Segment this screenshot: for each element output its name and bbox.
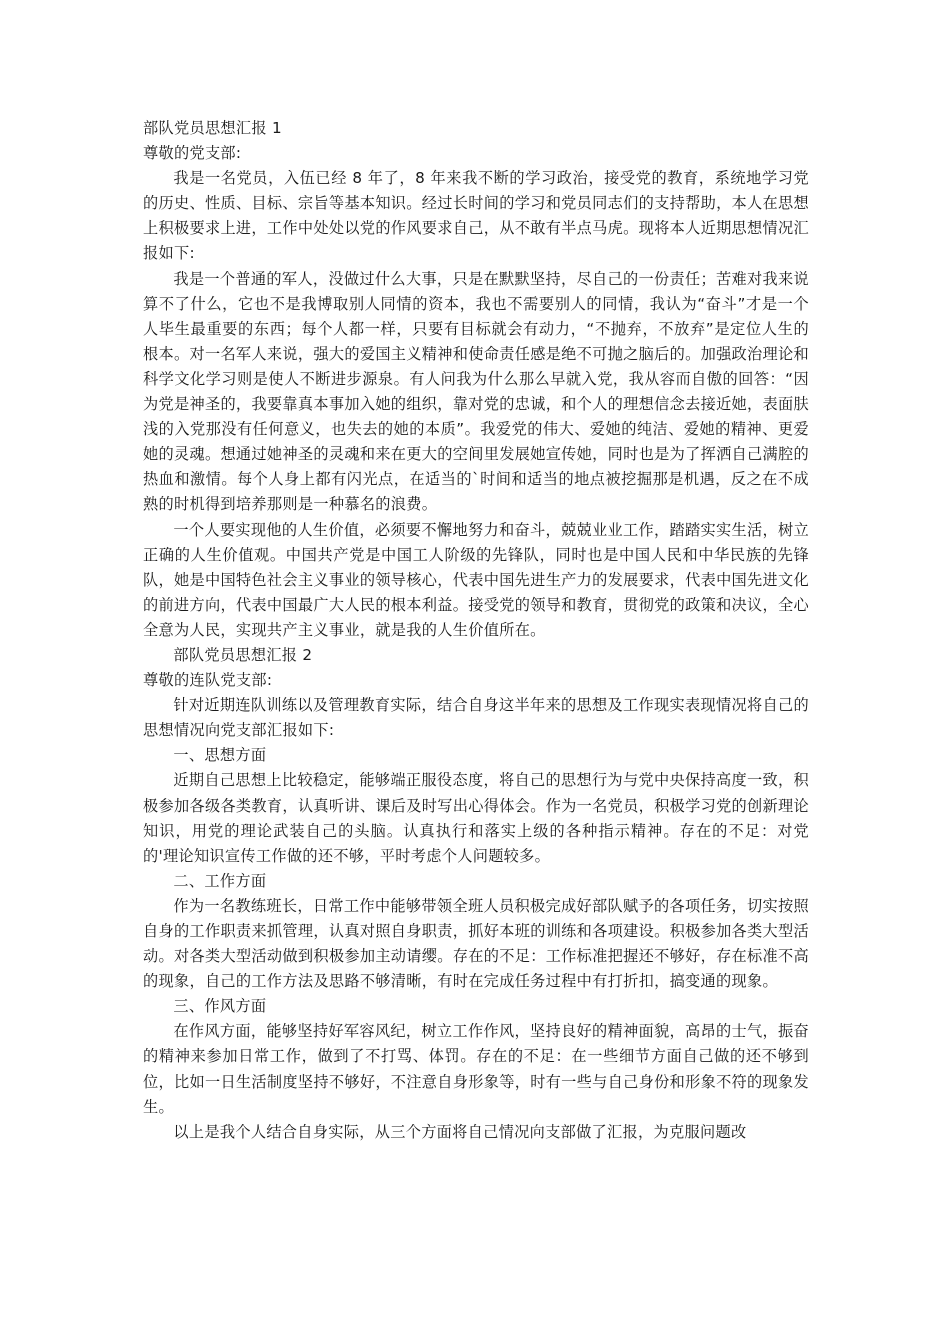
section-heading: 三、作风方面	[173, 997, 267, 1016]
report1-salutation: 尊敬的党支部:	[143, 144, 242, 163]
report2-closing: 以上是我个人结合自身实际，从三个方面将自己情况向支部做了汇报，为克服问题改	[173, 1122, 747, 1141]
report1-paragraph: 一个人要实现他的人生价值，必须要不懈地努力和奋斗，兢兢业业工作，踏踏实实生活，树立正确的人生价值观。中国共产党是中国工人阶级的先锋队，同时也是中国人民和中华民族的先锋队，她是中国特色社会主义事业的领导核心，代表中国先进生产力的发展要求，代表中国先进文化的前进方向，代表中国最广大人民的根本利益。接受党的领导和教育，贯彻党的政策和决议，全心全意为人民，实现共产主义事业，就是我的人生价值所在。	[143, 520, 809, 639]
report1-title: 部队党员思想汇报 1	[143, 119, 282, 137]
section-text: 近期自己思想上比较稳定，能够端正服役态度，将自己的思想行为与党中央保持高度一致，积极参加各级各类教育，认真听讲、课后及时写出心得体会。作为一名党员，积极学习党的创新理论知识，用党的理论武装自己的头脑。认真执行和落实上级的各种指示精神。存在的不足：对党的'理论知识宣传工作做的还不够，平时考虑个人问题较多。	[143, 771, 809, 865]
document-page	[143, 116, 809, 1145]
section-text: 在作风方面，能够坚持好军容风纪，树立工作作风，坚持良好的精神面貌，高昂的士气，振奋的精神来参加日常工作，做到了不打骂、体罚。存在的不足：在一些细节方面自己做的还不够到位，比如一日生活制度坚持不够好，不注意自身形象等，时有一些与自己身份和形象不符的现象发生。	[143, 1022, 809, 1116]
report2-salutation: 尊敬的连队党支部:	[143, 671, 273, 690]
section-text: 作为一名教练班长，日常工作中能够带领全班人员积极完成好部队赋予的各项任务，切实按照自身的工作职责来抓管理，认真对照自身职责，抓好本班的训练和各项建设。积极参加各类大型活动。对各类大型活动做到积极参加主动请缨。存在的不足：工作标准把握还不够好，存在标准不高的现象，自己的工作方法及思路不够清晰，有时在完成任务过程中有打折扣，搞变通的现象。	[143, 896, 809, 991]
report2-intro: 针对近期连队训练以及管理教育实际，结合自身这半年来的思想及工作现实表现情况将自己的思想情况向党支部汇报如下:	[143, 696, 809, 740]
section-heading: 二、工作方面	[173, 871, 267, 890]
report1-paragraph: 我是一个普通的军人，没做过什么大事，只是在默默坚持，尽自己的一份责任；苦难对我来说算不了什么，它也不是我博取别人同情的资本，我也不需要别人的同情，我认为“奋斗”才是一个人毕生最重要的东西；每个人都一样，只要有目标就会有动力，“不抛弃，不放弃”是定位人生的根本。对一名军人来说，强大的爱国主义精神和使命责任感是绝不可抛之脑后的。加强政治理论和科学文化学习则是使人不断进步源泉。有人问我为什么那么早就入党，我从容而自傲的回答：“因为党是神圣的，我要靠真本事加入她的组织，靠对党的忠诚，和个人的理想信念去接近她，表面肤浅的入党那没有任何意义，也失去的她的本质”。我爱党的伟大、爱她的纯洁、爱她的精神、更爱她的灵魂。想通过她神圣的灵魂和来在更大的空间里发展她宣传她，同时也是为了挥洒自己满腔的热血和激情。每个人身上都有闪光点，在适当的`时间和适当的地点被挖掘那是机遇，反之在不成熟的时机得到培养那则是一种慕名的浪费。	[143, 269, 809, 514]
report2-title: 部队党员思想汇报 2	[173, 645, 313, 664]
section-heading: 一、思想方面	[173, 746, 267, 765]
report1-paragraph: 我是一名党员，入伍已经 8 年了，8 年来我不断的学习政治，接受党的教育，系统地学习党的历史、性质、目标、宗旨等基本知识。经过长时间的学习和党员同志们的支持帮助，本人在思想上积极要求上进，工作中处处以党的作风要求自己，从不敢有半点马虎。现将本人近期思想情况汇报如下:	[143, 169, 809, 263]
